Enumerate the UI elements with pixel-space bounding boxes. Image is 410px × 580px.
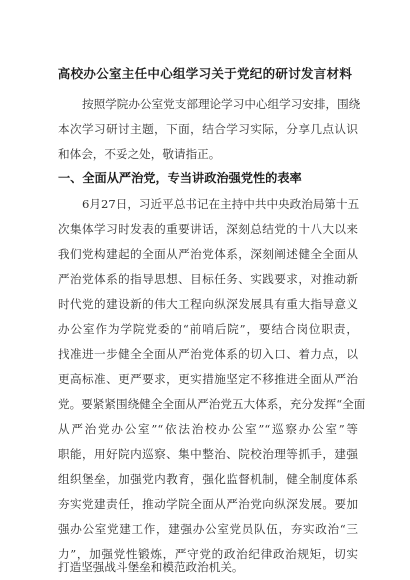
paragraph-line: 打造坚强战斗堡垒和模范政治机关。 xyxy=(58,560,244,574)
paragraph-line: 次集体学习时发表的重要讲话，深刻总结党的十八大以来 xyxy=(58,222,358,236)
paragraph-line: 更高标准、更严要求，更实措施坚定不移推进全面从严治 xyxy=(58,372,358,386)
paragraph-line: 办公室作为学院党委的“前哨后院”，要结合岗位职责， xyxy=(58,322,358,336)
section-heading: 一、全面从严治党，专当讲政治强党性的表率 xyxy=(58,171,302,185)
paragraph-line: 力”，加强党性锻炼，严守党的政治纪律政治规矩，切实 xyxy=(58,547,358,561)
paragraph-line: 本次学习研讨主题，下面，结合学习实际，分享几点认识 xyxy=(58,122,358,136)
paragraph-line: 按照学院办公室党支部理论学习中心组学习安排，围绕 xyxy=(82,97,361,111)
document-title: 高校办公室主任中心组学习关于党纪的研讨发言材料 xyxy=(57,66,353,81)
paragraph-line: 找准进一步健全全面从严治党体系的切入口、着力点，以 xyxy=(58,347,358,361)
paragraph-line: 党。要紧紧围绕健全全面从严治党五大体系，充分发挥“全面 xyxy=(58,397,366,411)
paragraph-line: 时代党的建设新的伟大工程向纵深发展具有重大指导意义 xyxy=(58,297,358,311)
paragraph-line: 夯实党建责任，推动学院全面从严治党向纵深发展。要加 xyxy=(58,497,358,511)
paragraph-line: 组织堡垒，加强党内教育，强化监督机制，健全制度体系 xyxy=(58,472,358,486)
paragraph-line: 职能，用好院内巡察、集中整治、院校治理等抓手，建强 xyxy=(58,447,358,461)
paragraph-line: 6月27日，习近平总书记在主持中共中央政治局第十五 xyxy=(82,197,360,211)
paragraph-line: 严治党体系的指导思想、目标任务、实践要求，对推动新 xyxy=(58,272,358,286)
paragraph-line: 从严治党办公室”“依法治校办公室”“巡察办公室”等 xyxy=(58,422,358,436)
paragraph-line: 我们党构建起的全面从严治党体系，深刻阐述健全全面从 xyxy=(58,247,358,261)
paragraph-line: 强办公室党建工作，建强办公室党员队伍，夯实政治“三 xyxy=(58,522,358,536)
paragraph-line: 和体会，不妥之处，敬请指正。 xyxy=(58,147,221,161)
